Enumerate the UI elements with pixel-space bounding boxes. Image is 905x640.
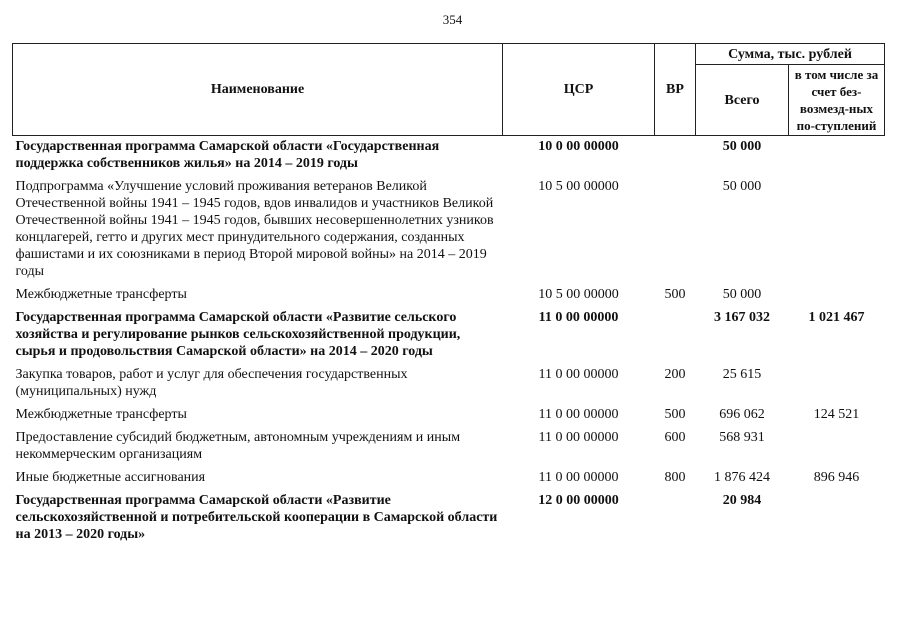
row-total-cell: 696 062 <box>719 407 765 422</box>
table-row <box>13 424 885 464</box>
row-name-cell: Государственная программа Самарской области «Государственная поддержка собственников жилья» на 2014 – 2019 годы <box>15 139 440 171</box>
row-name-cell: Предоставление субсидий бюджетным, автономным учреждениям и иным некоммерческим организациям <box>15 430 461 462</box>
row-csr-cell: 11 0 00 00000 <box>538 430 619 445</box>
row-name-cell: Подпрограмма «Улучшение условий проживания ветеранов Великой Отечественной войны 1941 – 1945 годов, вдов инвалидов и участников Великой Отечественной войны 1941 – 1945 годов, бывших несовершеннолетних узников концлагерей, гетто и других мест принудительного содержания, созданных фашистами и их союзниками в период Второй мировой войны» на 2014 – 2019 годы <box>15 179 494 279</box>
table-header <box>13 44 885 136</box>
row-name-cell: Закупка товаров, работ и услуг для обеспечения государственных (муниципальных) нужд <box>15 367 408 399</box>
column-header-vr: ВР <box>655 44 696 136</box>
row-csr-cell: 10 5 00 00000 <box>538 179 619 194</box>
row-total-cell: 50 000 <box>722 139 762 154</box>
row-total-cell: 50 000 <box>722 287 762 302</box>
row-vr-cell: 600 <box>664 430 686 445</box>
page-number: 354 <box>442 12 463 27</box>
row-free-receipts-cell <box>789 424 885 464</box>
row-free-receipts-cell: 1 021 467 <box>808 310 865 325</box>
row-free-receipts-cell: 124 521 <box>813 407 860 422</box>
table-row <box>13 487 885 544</box>
row-vr-cell <box>655 304 696 361</box>
column-header-name: Наименование <box>13 44 503 136</box>
row-csr-cell: 11 0 00 00000 <box>538 470 619 485</box>
row-total-cell: 50 000 <box>722 179 762 194</box>
table-row <box>13 281 885 304</box>
row-free-receipts-cell <box>789 173 885 281</box>
row-free-receipts-cell: 896 946 <box>813 470 860 485</box>
row-csr-cell: 12 0 00 00000 <box>538 493 619 508</box>
row-csr-cell: 10 5 00 00000 <box>538 287 619 302</box>
row-vr-cell <box>655 136 696 174</box>
row-total-cell: 25 615 <box>722 367 762 382</box>
column-header-total: Всего <box>696 65 789 136</box>
column-header-csr: ЦСР <box>503 44 655 136</box>
table-row <box>13 304 885 361</box>
row-vr-cell: 500 <box>664 287 686 302</box>
row-name-cell: Межбюджетные трансферты <box>15 287 187 302</box>
table-row <box>13 361 885 401</box>
table-row <box>13 136 885 174</box>
row-free-receipts-cell <box>789 487 885 544</box>
row-csr-cell: 10 0 00 00000 <box>538 139 619 154</box>
row-total-cell: 568 931 <box>719 430 765 445</box>
row-csr-cell: 11 0 00 00000 <box>538 310 619 325</box>
row-csr-cell: 11 0 00 00000 <box>538 407 619 422</box>
row-free-receipts-cell <box>789 136 885 174</box>
row-vr-cell: 500 <box>664 407 686 422</box>
row-name-cell: Государственная программа Самарской области «Развитие сельского хозяйства и регулирование рынков сельскохозяйственной продукции, сырья и продовольствия Самарской области» на 2014 – 2020 годы <box>15 310 461 359</box>
row-vr-cell <box>655 173 696 281</box>
table-row <box>13 401 885 424</box>
row-vr-cell: 800 <box>664 470 686 485</box>
table-body <box>13 136 885 545</box>
row-total-cell: 1 876 424 <box>714 470 770 485</box>
row-vr-cell <box>655 487 696 544</box>
row-name-cell: Государственная программа Самарской области «Развитие сельскохозяйственной и потребительской кооперации в Самарской области на 2013 – 2020 годы» <box>15 493 498 542</box>
row-free-receipts-cell <box>789 281 885 304</box>
table-row <box>13 173 885 281</box>
table-row <box>13 464 885 487</box>
row-vr-cell: 200 <box>664 367 686 382</box>
row-csr-cell: 11 0 00 00000 <box>538 367 619 382</box>
column-header-sum-group: Сумма, тыс. рублей <box>696 44 885 65</box>
row-total-cell: 3 167 032 <box>714 310 770 325</box>
row-name-cell: Иные бюджетные ассигнования <box>15 470 206 485</box>
row-name-cell: Межбюджетные трансферты <box>15 407 187 422</box>
row-free-receipts-cell <box>789 361 885 401</box>
budget-table <box>12 43 885 544</box>
row-total-cell: 20 984 <box>722 493 762 508</box>
column-header-free-receipts: в том числе за счет без-возмезд-ных по-ступлений <box>789 65 885 136</box>
